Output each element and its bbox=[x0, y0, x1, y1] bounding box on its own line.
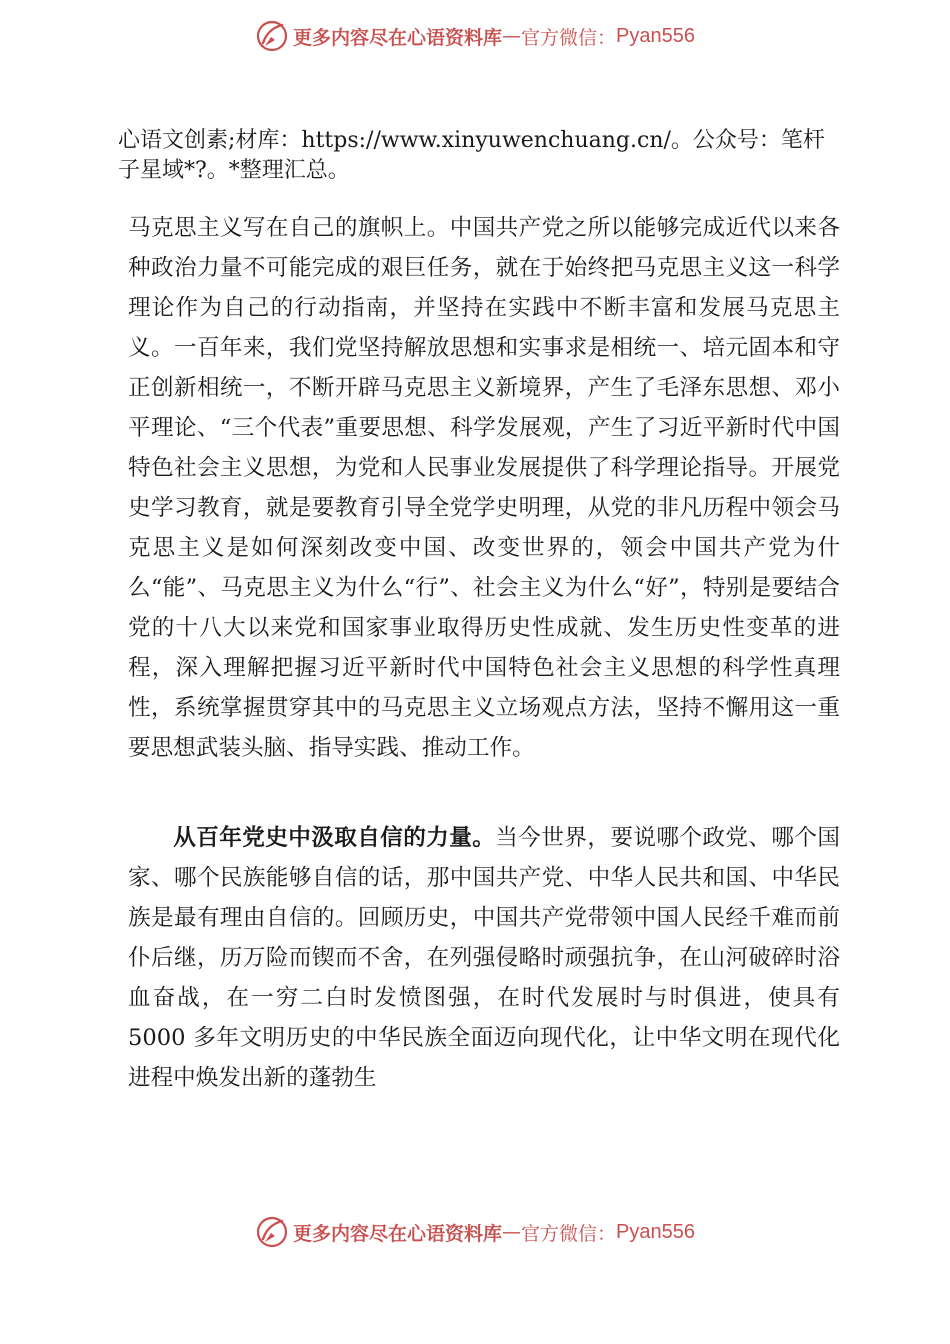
paragraph-2 bbox=[128, 818, 840, 1098]
header-banner bbox=[0, 14, 950, 58]
banner-text: 更多内容尽在心语资料库 bbox=[293, 1222, 503, 1245]
banner-wechat-id: Pyan556 bbox=[616, 1220, 695, 1243]
paragraph-2-text: 当今世界，要说哪个政党、哪个国家、哪个民族能够自信的话，那中国共产党、中华人民共和国、中华民族是最有理由自信的。回顾历史，中国共产党带领中国人民经千难而前仆后继，历万险而锲而不舍，在列强侵略时顽强抗争，在山河破碎时浴血奋战，在一穷二白时发愤图强，在时代发展时与时俱进，使具有 5000 多年文明历史的中华民族全面迈向现代化，让中华文明在现代化进程中焕发出新的蓬勃生 bbox=[128, 825, 840, 1091]
banner-dash: — bbox=[502, 25, 522, 47]
source-line: 心语文创素;材库：https://www.xinyuwenchuang.cn/。公众号：笔杆子星域*?。*整理汇总。 bbox=[118, 128, 825, 183]
paragraph-1: 马克思主义写在自己的旗帜上。中国共产党之所以能够完成近代以来各种政治力量不可能完成的艰巨任务，就在于始终把马克思主义这一科学理论作为自己的行动指南，并坚持在实践中不断丰富和发展马克思主义。一百年来，我们党坚持解放思想和实事求是相统一、培元固本和守正创新相统一，不断开辟马克思主义新境界，产生了毛泽东思想、邓小平理论、“三个代表”重要思想、科学发展观，产生了习近平新时代中国特色社会主义思想，为党和人民事业发展提供了科学理论指导。开展党史学习教育，就是要教育引导全党学史明理，从党的非凡历程中领会马克思主义是如何深刻改变中国、改变世界的，领会中国共产党为什么“能”、马克思主义为什么“行”、社会主义为什么“好”，特别是要结合党的十八大以来党和国家事业取得历史性成就、发生历史性变革的进程，深入理解把握习近平新时代中国特色社会主义思想的科学性真理性，系统掌握贯穿其中的马克思主义立场观点方法，坚持不懈用这一重要思想武装头脑、指导实践、推动工作。 bbox=[128, 215, 840, 761]
footer-banner bbox=[0, 1210, 950, 1254]
paragraph-2-heading: 从百年党史中汲取自信的力量。 bbox=[173, 825, 496, 851]
banner-wechat-label: 官方微信： bbox=[521, 1222, 617, 1245]
banner-text: 更多内容尽在心语资料库 bbox=[293, 26, 503, 49]
pen-signature-logo-icon bbox=[255, 1215, 289, 1249]
banner-wechat-label: 官方微信： bbox=[521, 26, 617, 49]
banner-wechat-id: Pyan556 bbox=[616, 24, 695, 47]
banner-dash: — bbox=[502, 1221, 522, 1243]
pen-signature-logo-icon bbox=[255, 19, 289, 53]
